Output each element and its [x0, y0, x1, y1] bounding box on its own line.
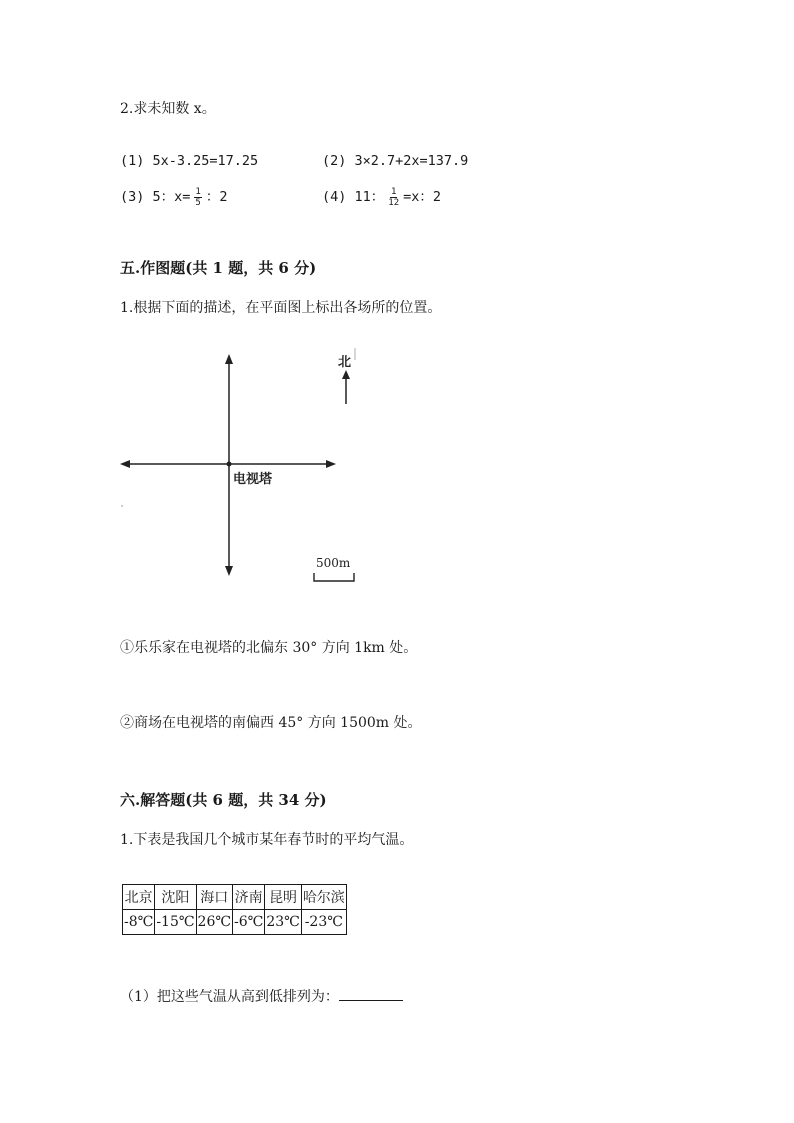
- fraction-numerator: 1: [390, 186, 397, 197]
- scale-label: 500m: [316, 556, 351, 570]
- compass-map-figure: [110, 340, 380, 590]
- equation-4-prefix: (4) 11：: [322, 189, 385, 205]
- equation-4: [322, 185, 441, 208]
- axis-arrow-down: [225, 566, 233, 576]
- axis-arrow-up: [225, 354, 233, 364]
- table-cell-temp: 26℃: [196, 910, 232, 935]
- table-cell-temp: -8℃: [123, 910, 155, 935]
- scale-bar: [314, 573, 354, 581]
- equation-3: [120, 185, 227, 208]
- north-arrow-head: [342, 370, 350, 379]
- table-cell-city: 哈尔滨: [301, 885, 346, 910]
- fraction-1-5: [194, 187, 201, 208]
- table-cell-temp: -15℃: [155, 910, 196, 935]
- table-cell-temp: 23℃: [265, 910, 301, 935]
- table-cell-city: 北京: [123, 885, 155, 910]
- north-label: 北: [338, 355, 352, 370]
- fraction-denominator: 12: [388, 197, 400, 208]
- table-cell-city: 海口: [196, 885, 232, 910]
- equation-3-suffix: ：2: [205, 189, 228, 205]
- map-item-2: ②商场在电视塔的南偏西 45° 方向 1500m 处。: [120, 715, 422, 731]
- tv-tower-label: 电视塔: [233, 472, 273, 487]
- axis-arrow-right: [326, 460, 336, 468]
- fraction-numerator: 1: [195, 186, 201, 197]
- answer-blank[interactable]: [339, 986, 403, 1001]
- map-item-1: ①乐乐家在电视塔的北偏东 30° 方向 1km 处。: [120, 640, 418, 656]
- table-row-cities: [123, 885, 347, 910]
- equation-2: (2) 3×2.7+2x=137.9: [322, 153, 469, 169]
- axis-arrow-left: [120, 460, 130, 468]
- fraction-denominator: 5: [195, 197, 201, 208]
- table-cell-city: 沈阳: [155, 885, 196, 910]
- sub-question-1: [120, 986, 403, 1006]
- section-heading-drawing: 五.作图题(共 1 题，共 6 分): [120, 259, 317, 277]
- question-title-temperatures: 1.下表是我国几个城市某年春节时的平均气温。: [120, 832, 414, 848]
- table-cell-city: 济南: [233, 885, 265, 910]
- equation-3-prefix: (3) 5：x=: [120, 189, 191, 205]
- fraction-1-12: [388, 187, 399, 208]
- question-title-solve-x: 2.求未知数 x。: [120, 101, 216, 117]
- sub-question-1-text: （1）把这些气温从高到低排列为：: [120, 989, 339, 1005]
- table-cell-temp: -23℃: [301, 910, 346, 935]
- table-cell-temp: -6℃: [233, 910, 265, 935]
- temperature-table: [122, 884, 347, 935]
- section-heading-answers: 六.解答题(共 6 题，共 34 分): [120, 791, 327, 809]
- table-cell-city: 昆明: [265, 885, 301, 910]
- tv-tower-point: [227, 462, 232, 467]
- equation-4-suffix: =x：2: [403, 189, 442, 205]
- table-row-temperatures: [123, 910, 347, 935]
- question-title-map: 1.根据下面的描述，在平面图上标出各场所的位置。: [120, 300, 442, 316]
- equation-1: (1) 5x-3.25=17.25: [120, 153, 259, 169]
